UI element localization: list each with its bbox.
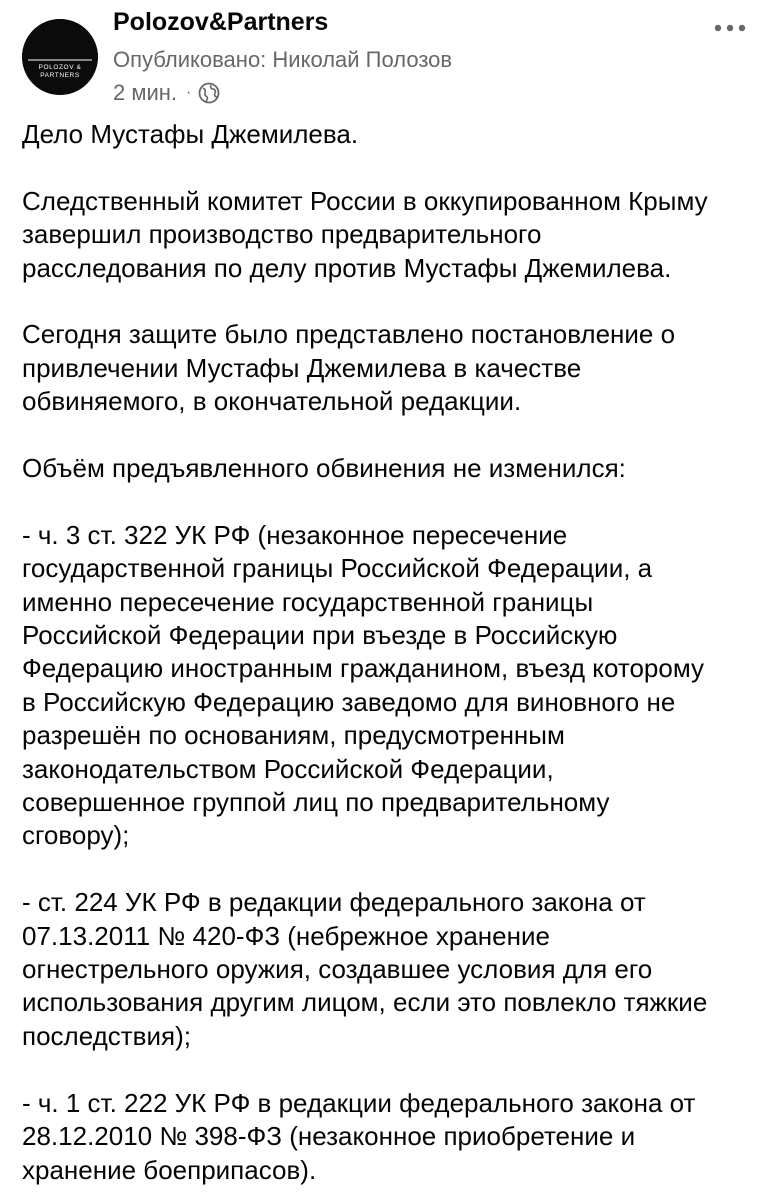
charge-item: - ст. 224 УК РФ в редакции федерального закона от 07.13.2011 № 420-ФЗ (небрежное хранение огнестрельного оружия, создавшее условия для его использования другим лицом, если это повлекло тяжкие последствия); — [22, 887, 708, 1051]
post-meta — [113, 78, 220, 108]
charge-item: - ч. 1 ст. 222 УК РФ в редакции федерального закона от 28.12.2010 № 398-ФЗ (незаконное приобретение и хранение боеприпасов). — [22, 1087, 696, 1185]
charge-item: - ч. 3 ст. 322 УК РФ (незаконное пересечение государственной границы Российской Федерации, а именно пересечение государственной границы Российской Федерации при въезде в Российскую Федерацию иностранным гражданином, въезд которому в Российскую Федерацию заведомо для виновного не разрешён по основаниям, предусмотренным законодательством Российской Федерации, совершенное группой лиц по предварительному сговору); — [22, 519, 705, 851]
post-paragraph: Объём предъявленного обвинения не изменился: — [22, 453, 626, 484]
avatar-logo-line-1: POLOZOV & — [38, 64, 82, 71]
more-options-button[interactable] — [710, 14, 750, 42]
avatar-logo-icon — [22, 19, 98, 95]
avatar-logo-line-2: PARTNERS — [40, 72, 80, 79]
published-by-text: Опубликовано: Николай Полозов — [113, 47, 453, 72]
post-paragraph-title: Дело Мустафы Джемилева. — [22, 119, 359, 149]
globe-icon[interactable] — [198, 82, 220, 104]
meta-separator: · — [186, 84, 192, 101]
post-paragraph: Следственный комитет России в оккупированном Крыму завершил производство предварительного расследования по делу против Мустафы Джемилева. — [22, 185, 708, 283]
post-text — [22, 118, 750, 1187]
page-name-link[interactable]: Polozov&Partners — [113, 8, 329, 36]
post-header — [0, 0, 768, 120]
post-paragraph: Сегодня защите было представлено постановление о привлечении Мустафы Джемилева в качестве обвиняемого, в окончательной редакции. — [22, 319, 676, 417]
page-avatar[interactable] — [22, 19, 98, 95]
post-timestamp[interactable]: 2 мин. — [113, 80, 178, 105]
ellipsis-icon — [710, 14, 750, 42]
